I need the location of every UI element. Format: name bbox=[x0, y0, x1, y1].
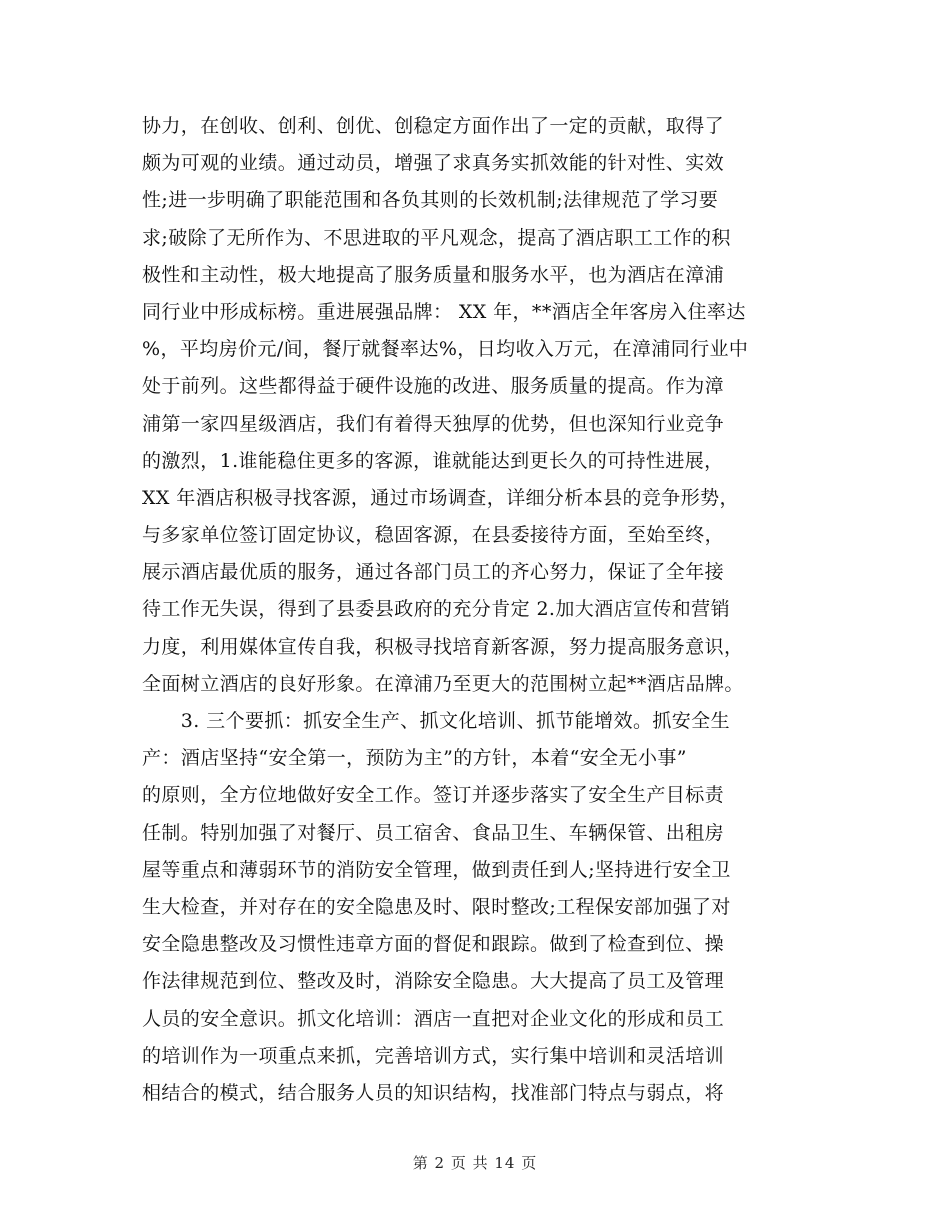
text-line: 生大检查，并对存在的安全隐患及时、限时整改;工程保安部加强了对 bbox=[142, 895, 731, 918]
text-line: 的原则，全方位地做好安全工作。签订并逐步落实了安全生产目标责 bbox=[142, 784, 725, 807]
text-line: 人员的安全意识。抓文化培训：酒店一直把对企业文化的形成和员工 bbox=[142, 1007, 725, 1030]
text-line: 处于前列。这些都得益于硬件设施的改进、服务质量的提高。作为漳 bbox=[142, 375, 725, 398]
text-line: 的培训作为一项重点来抓，完善培训方式，实行集中培训和灵活培训 bbox=[142, 1044, 725, 1067]
text-line: 与多家单位签订固定协议，稳固客源，在县委接待方面，至始至终， bbox=[142, 524, 725, 547]
text-line: 展示酒店最优质的服务，通过各部门员工的齐心努力，保证了全年接 bbox=[142, 561, 725, 584]
text-line: 协力，在创收、创利、创优、创稳定方面作出了一定的贡献，取得了 bbox=[142, 115, 725, 137]
body-text bbox=[142, 108, 822, 1112]
text-line: %，平均房价元/间，餐厅就餐率达%，日均收入万元，在漳浦同行业中 bbox=[142, 338, 749, 361]
text-line: 3. 三个要抓：抓安全生产、抓文化培训、抓节能增效。抓安全生 bbox=[142, 710, 730, 732]
text-line: 浦第一家四星级酒店，我们有着得天独厚的优势，但也深知行业竞争 bbox=[142, 412, 725, 435]
text-line: 待工作无失误，得到了县委县政府的充分肯定 2.加大酒店宣传和营销 bbox=[142, 598, 730, 621]
text-line: 力度，利用媒体宣传自我，积极寻找培育新客源，努力提高服务意识， bbox=[142, 635, 744, 658]
text-line: 产：酒店坚持“安全第一，预防为主”的方针，本着“安全无小事” bbox=[142, 747, 687, 770]
text-line: 屋等重点和薄弱环节的消防安全管理，做到责任到人;坚持进行安全卫 bbox=[142, 858, 731, 881]
text-line: 任制。特别加强了对餐厅、员工宿舍、食品卫生、车辆保管、出租房 bbox=[142, 821, 725, 844]
text-line: 性;进一步明确了职能范围和各负其则的长效机制;法律规范了学习要 bbox=[142, 189, 719, 212]
text-line: 同行业中形成标榜。重进展强品牌： XX 年，**酒店全年客房入住率达 bbox=[142, 300, 746, 323]
text-line: 颇为可观的业绩。通过动员，增强了求真务实抓效能的针对性、实效 bbox=[142, 152, 725, 175]
text-line: 全面树立酒店的良好形象。在漳浦乃至更大的范围树立起**酒店品牌。 bbox=[142, 672, 744, 695]
text-line: 的激烈，1.谁能稳住更多的客源，谁就能达到更长久的可持性进展， bbox=[142, 449, 724, 472]
text-line: 相结合的模式，结合服务人员的知识结构，找准部门特点与弱点，将 bbox=[142, 1081, 725, 1104]
text-line: 极性和主动性，极大地提高了服务质量和服务水平，也为酒店在漳浦 bbox=[142, 263, 725, 286]
text-line: 求;破除了无所作为、不思进取的平凡观念，提高了酒店职工工作的积 bbox=[142, 226, 731, 249]
text-line: XX 年酒店积极寻找客源，通过市场调查，详细分析本县的竞争形势， bbox=[142, 486, 739, 509]
text-line: 作法律规范到位、整改及时，消除安全隐患。大大提高了员工及管理 bbox=[142, 970, 725, 993]
page-number-footer: 第 2 页 共 14 页 bbox=[412, 1154, 538, 1172]
text-line: 安全隐患整改及习惯性违章方面的督促和跟踪。做到了检查到位、操 bbox=[142, 933, 725, 956]
